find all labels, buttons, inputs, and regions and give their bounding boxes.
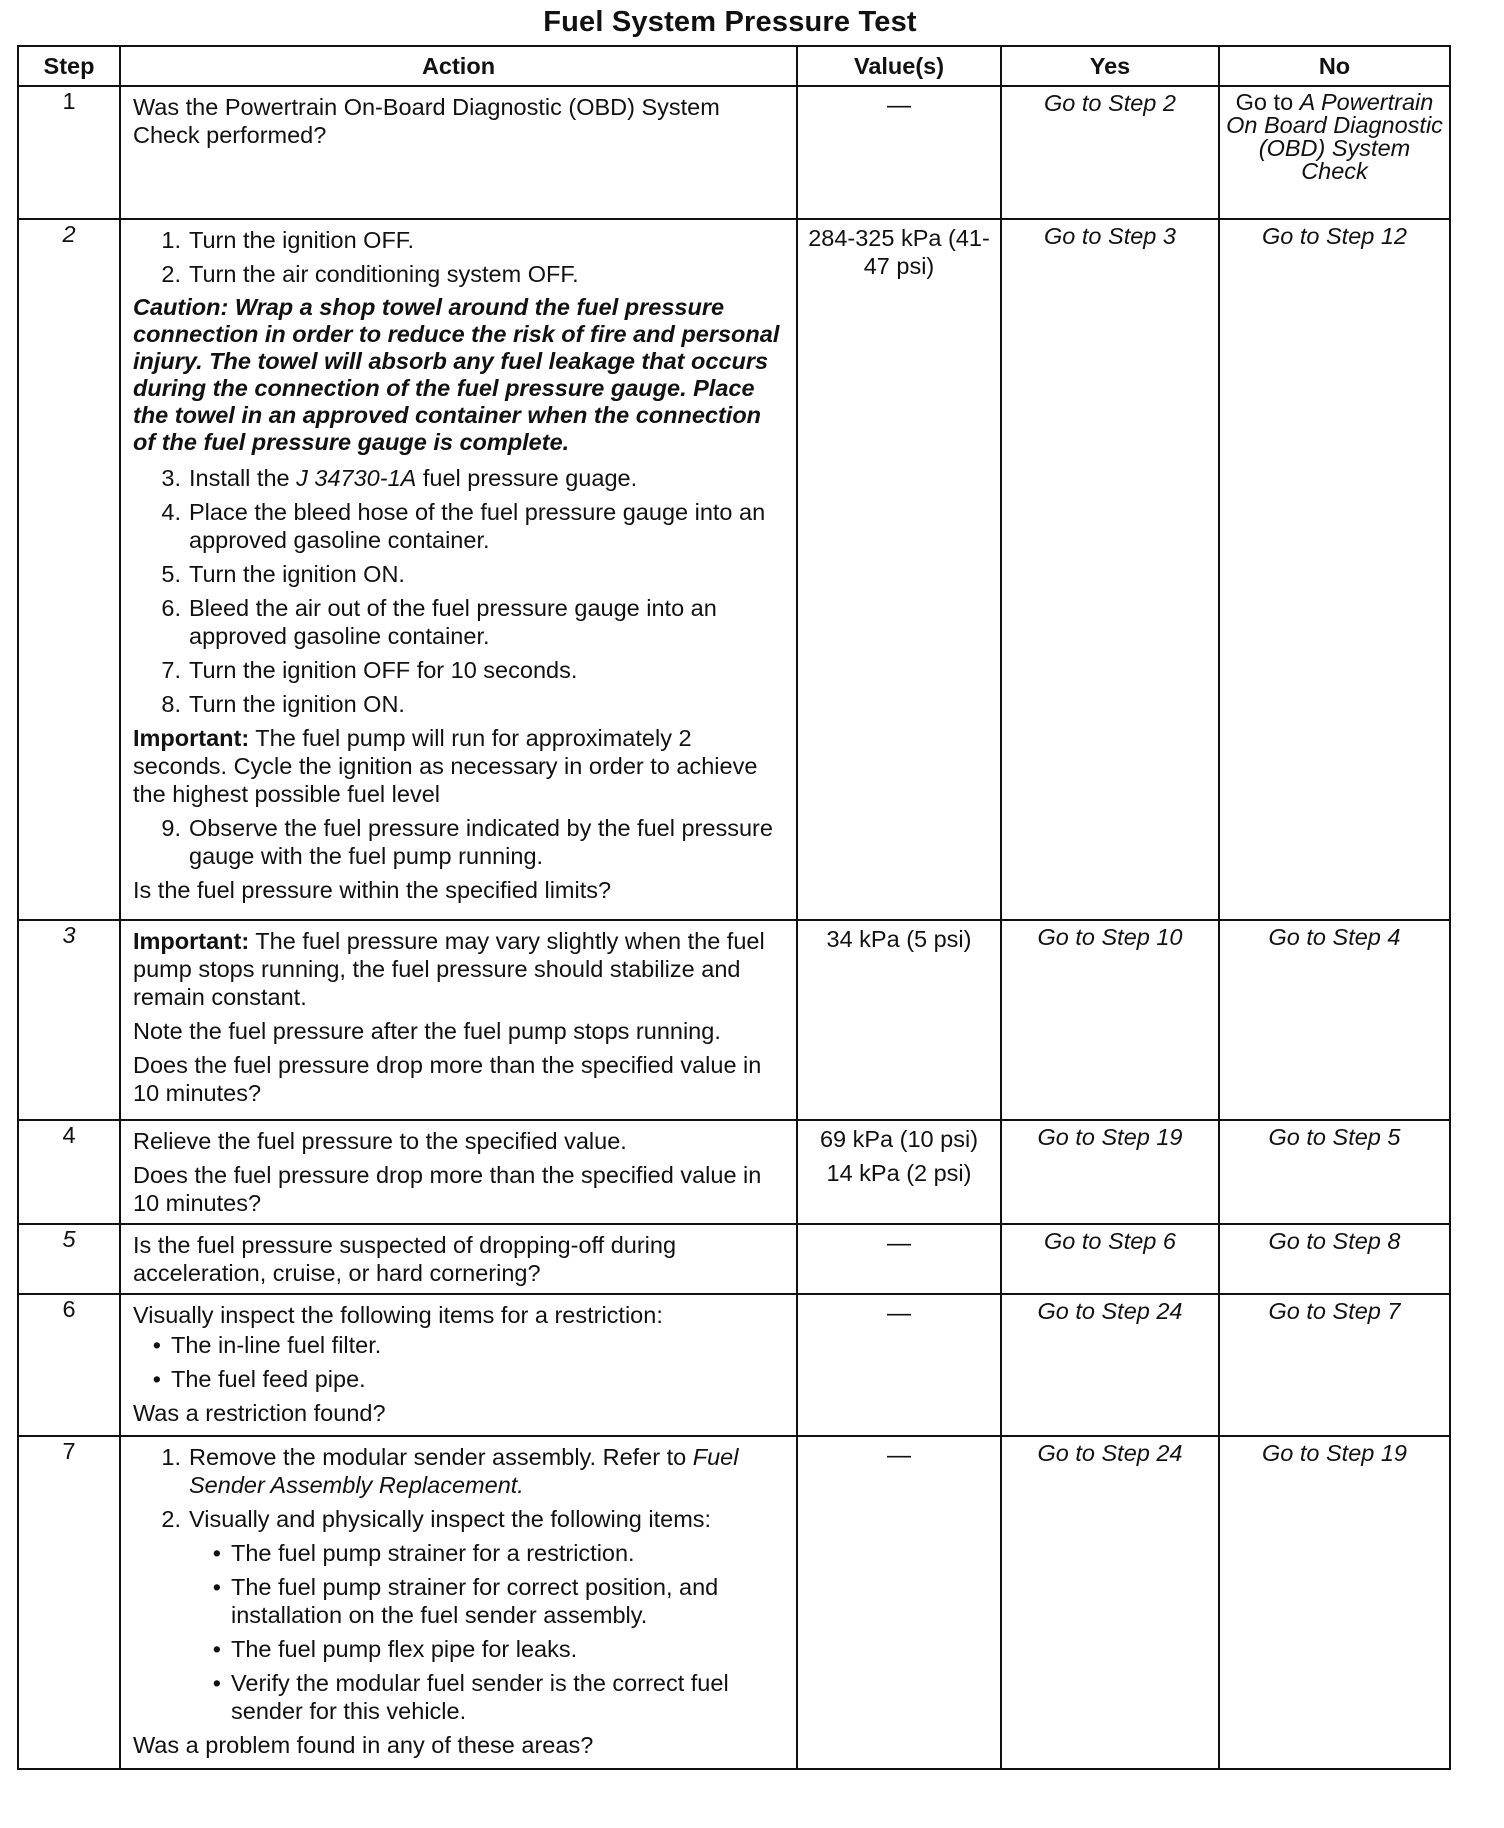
procedure-table xyxy=(17,45,1451,1770)
bullet-text: Verify the modular fuel sender is the correct fuel sender for this vehicle. xyxy=(231,1670,729,1724)
header-action: Action xyxy=(120,46,797,86)
table-row-step-5 xyxy=(18,1224,1450,1294)
substep-item: 5. Turn the ignition ON. xyxy=(133,560,788,588)
value-text: 69 kPa (10 psi) xyxy=(819,1126,979,1152)
substep-list xyxy=(133,464,788,718)
no-link[interactable]: Go to Step 8 xyxy=(1268,1228,1401,1254)
table-row-step-1 xyxy=(18,86,1450,219)
substep-text: Turn the ignition ON. xyxy=(189,691,405,717)
caution-note: Caution: Wrap a shop towel around the fuel pressure connection in order to reduce the risk of fire and personal injury. The towel will absorb any fuel leakage that occurs during the connection of the fuel pressure gauge. Place the towel in an approved container when the connection of the fuel pressure gauge is complete. xyxy=(133,294,780,455)
step-number: 1 xyxy=(18,86,120,219)
yes-cell xyxy=(1001,219,1219,920)
substep-text: Turn the ignition OFF. xyxy=(189,227,415,253)
substep-item: 1. Turn the ignition OFF. xyxy=(133,226,788,254)
no-cell xyxy=(1219,920,1450,1120)
table-row-step-7 xyxy=(18,1436,1450,1769)
no-cell xyxy=(1219,1436,1450,1769)
value-cell xyxy=(797,1120,1001,1224)
no-link-prefix: Go to xyxy=(1235,89,1300,115)
no-cell xyxy=(1219,1294,1450,1436)
yes-link[interactable]: Go to Step 6 xyxy=(1044,1228,1176,1254)
yes-cell xyxy=(1001,1436,1219,1769)
action-cell xyxy=(120,920,797,1120)
yes-link[interactable]: Go to Step 2 xyxy=(1044,90,1176,116)
important-note xyxy=(133,724,788,808)
value-text: — xyxy=(887,1300,911,1327)
important-text: The fuel pump will run for approximately 2 seconds. Cycle the ignition as necessary in order to achieve the highest possible fuel level xyxy=(133,725,758,807)
table-row-step-4 xyxy=(18,1120,1450,1224)
bullet-text: The fuel pump strainer for a restriction. xyxy=(231,1540,635,1566)
instruction-text: Visually inspect the following items for a restriction: xyxy=(133,1302,663,1328)
step-number: 2 xyxy=(18,219,120,920)
page-title: Fuel System Pressure Test xyxy=(543,6,917,38)
important-text: The fuel pressure may vary slightly when the fuel pump stops running, the fuel pressure should stabilize and remain constant. xyxy=(133,928,765,1010)
question-text: Is the fuel pressure within the specified limits? xyxy=(133,877,612,903)
substep-item: 6. Bleed the air out of the fuel pressure gauge into an approved gasoline container. xyxy=(133,594,788,650)
header-row xyxy=(18,46,1450,86)
instruction-text: Relieve the fuel pressure to the specified value. xyxy=(133,1128,627,1154)
substep-text: fuel pressure guage. xyxy=(416,465,638,491)
step-number: 7 xyxy=(18,1436,120,1769)
yes-link[interactable]: Go to Step 3 xyxy=(1044,223,1176,249)
question-text: Was a restriction found? xyxy=(133,1400,386,1426)
substep-text: Install the xyxy=(189,465,297,491)
value-text: — xyxy=(887,1230,911,1257)
step-number: 5 xyxy=(18,1224,120,1294)
tool-reference[interactable]: J 34730-1A xyxy=(296,465,417,491)
important-note xyxy=(133,927,788,1011)
table-row-step-3 xyxy=(18,920,1450,1120)
no-link[interactable]: Go to Step 19 xyxy=(1261,1440,1408,1466)
yes-link[interactable]: Go to Step 24 xyxy=(1037,1298,1183,1324)
yes-cell xyxy=(1001,1224,1219,1294)
value-text: — xyxy=(887,92,911,119)
question-text: Does the fuel pressure drop more than the specified value in 10 minutes? xyxy=(133,1052,762,1106)
action-cell xyxy=(120,1120,797,1224)
yes-cell xyxy=(1001,1120,1219,1224)
yes-link[interactable]: Go to Step 19 xyxy=(1037,1124,1183,1150)
value-cell xyxy=(797,1436,1001,1769)
action-cell xyxy=(120,86,797,219)
substep-item: 4. Place the bleed hose of the fuel pressure gauge into an approved gasoline container. xyxy=(133,498,788,554)
substep-list xyxy=(133,226,788,288)
substep-text: Bleed the air out of the fuel pressure gauge into an approved gasoline container. xyxy=(189,595,717,649)
bullet-text: The in-line fuel filter. xyxy=(171,1332,382,1358)
substep-list xyxy=(133,814,788,870)
bullet-item: • The fuel feed pipe. xyxy=(152,1366,366,1392)
value-cell xyxy=(797,86,1001,219)
header-values: Value(s) xyxy=(797,46,1001,86)
substep-text: Place the bleed hose of the fuel pressure gauge into an approved gasoline container. xyxy=(189,499,766,553)
no-cell xyxy=(1219,1224,1450,1294)
action-cell xyxy=(120,219,797,920)
no-link[interactable]: Go to Step 5 xyxy=(1268,1124,1401,1150)
substep-text: Turn the ignition ON. xyxy=(189,561,405,587)
no-link[interactable]: Go to Step 4 xyxy=(1268,924,1401,950)
yes-link[interactable]: Go to Step 24 xyxy=(1037,1440,1183,1466)
step-number: 4 xyxy=(18,1120,120,1224)
bullet-item: • The fuel pump flex pipe for leaks. xyxy=(212,1636,578,1662)
value-cell xyxy=(797,920,1001,1120)
value-text: — xyxy=(887,1442,911,1469)
substep-item: 9. Observe the fuel pressure indicated by the fuel pressure gauge with the fuel pump running. xyxy=(133,814,788,870)
important-label: Important: xyxy=(133,928,250,954)
bullet-item: • The fuel pump strainer for a restriction. xyxy=(212,1540,635,1566)
question-text: Does the fuel pressure drop more than the specified value in 10 minutes? xyxy=(133,1162,762,1216)
substep-text: Remove the modular sender assembly. Refer to xyxy=(189,1444,693,1470)
action-cell xyxy=(120,1294,797,1436)
value-text: 14 kPa (2 psi) xyxy=(826,1160,972,1186)
important-label: Important: xyxy=(133,725,250,751)
substep-item: 2. Turn the air conditioning system OFF. xyxy=(133,260,788,288)
table-row-step-6 xyxy=(18,1294,1450,1436)
substep-text: Visually and physically inspect the following items: xyxy=(189,1506,712,1532)
bullet-text: The fuel pump strainer for correct position, and installation on the fuel sender assembly. xyxy=(231,1574,719,1628)
no-cell xyxy=(1219,1120,1450,1224)
procedure-reference[interactable]: Fuel Sender Assembly Replacement. xyxy=(189,1444,739,1498)
header-yes: Yes xyxy=(1001,46,1219,86)
step-number: 6 xyxy=(18,1294,120,1436)
action-cell xyxy=(120,1436,797,1769)
header-no: No xyxy=(1219,46,1450,86)
substep-item: 1. Remove the modular sender assembly. Refer to Fuel Sender Assembly Replacement. xyxy=(161,1444,739,1498)
substep-item: 3. Install the J 34730-1A fuel pressure guage. xyxy=(161,465,638,491)
substep-text: Observe the fuel pressure indicated by the fuel pressure gauge with the fuel pump running. xyxy=(189,815,773,869)
no-link[interactable]: Go to Step 12 xyxy=(1261,223,1408,249)
value-text: 284-325 kPa (41-47 psi) xyxy=(808,225,990,279)
note-text: Note the fuel pressure after the fuel pump stops running. xyxy=(133,1018,721,1044)
substep-text: Turn the ignition OFF for 10 seconds. xyxy=(189,657,578,683)
question-text: Is the fuel pressure suspected of dropping-off during acceleration, cruise, or hard cornering? xyxy=(133,1232,677,1286)
substep-item: 8. Turn the ignition ON. xyxy=(133,690,788,718)
yes-cell xyxy=(1001,920,1219,1120)
question-text: Was the Powertrain On-Board Diagnostic (OBD) System Check performed? xyxy=(133,94,720,148)
substep-item: 2. Visually and physically inspect the following items: xyxy=(133,1505,788,1533)
no-link[interactable]: A Powertrain On Board Diagnostic (OBD) System Check xyxy=(1226,89,1443,184)
value-text: 34 kPa (5 psi) xyxy=(826,926,972,952)
yes-link[interactable]: Go to Step 10 xyxy=(1037,924,1183,950)
question-text: Was a problem found in any of these areas? xyxy=(133,1732,594,1758)
action-cell xyxy=(120,1224,797,1294)
no-cell xyxy=(1219,86,1450,219)
no-cell xyxy=(1219,219,1450,920)
substep-item: 7. Turn the ignition OFF for 10 seconds. xyxy=(133,656,788,684)
no-link[interactable]: Go to Step 7 xyxy=(1268,1298,1401,1324)
header-step: Step xyxy=(18,46,120,86)
step-number: 3 xyxy=(18,920,120,1120)
bullet-text: The fuel feed pipe. xyxy=(171,1366,366,1392)
bullet-item: • The in-line fuel filter. xyxy=(152,1332,382,1358)
yes-cell xyxy=(1001,86,1219,219)
bullet-item: • Verify the modular fuel sender is the correct fuel sender for this vehicle. xyxy=(133,1669,788,1725)
substep-text: Turn the air conditioning system OFF. xyxy=(189,261,579,287)
value-cell xyxy=(797,219,1001,920)
value-cell xyxy=(797,1224,1001,1294)
bullet-text: The fuel pump flex pipe for leaks. xyxy=(231,1636,578,1662)
yes-cell xyxy=(1001,1294,1219,1436)
table-row-step-2 xyxy=(18,219,1450,920)
bullet-item: • The fuel pump strainer for correct position, and installation on the fuel sender assembly. xyxy=(133,1573,788,1629)
value-cell xyxy=(797,1294,1001,1436)
